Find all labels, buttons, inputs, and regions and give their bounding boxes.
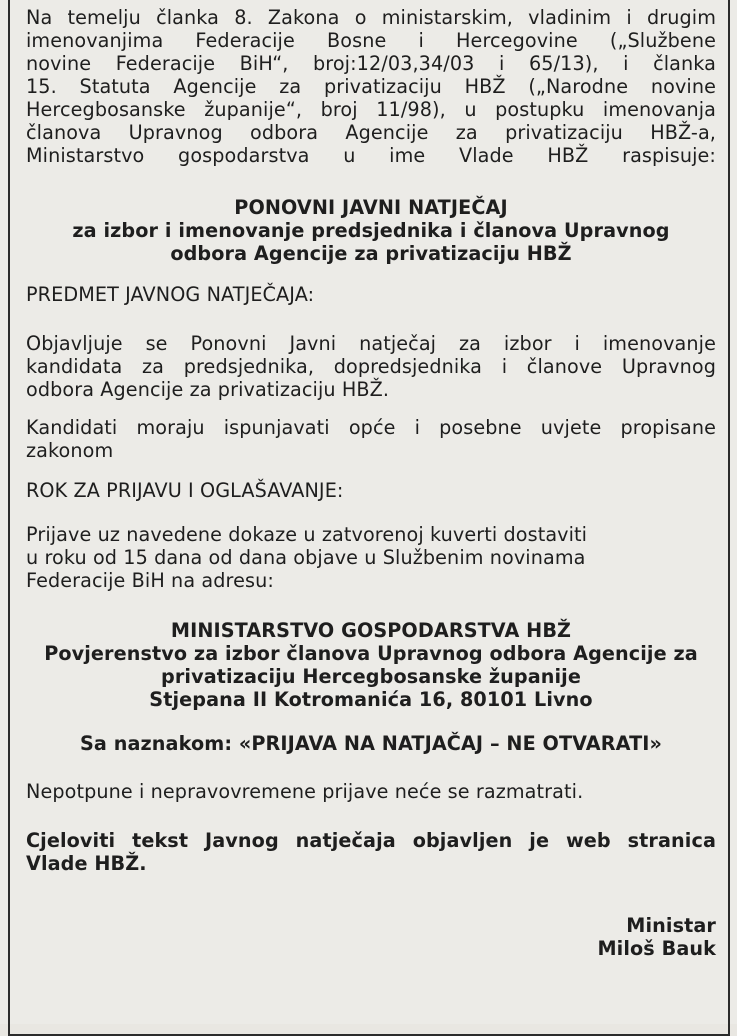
envelope-mark: Sa naznakom: «PRIJAVA NA NATJAČAJ – NE OTVARATI»	[79, 732, 663, 755]
intro-line: 15. Statuta Agencije za privatizaciju HBŽ („Narodne novine	[26, 75, 716, 98]
title-line: PONOVNI JAVNI NATJEČAJ	[234, 196, 508, 219]
incomplete-note: Nepotpune i nepravovremene prijave neće se razmatrati.	[26, 780, 584, 803]
deadline-line: u roku od 15 dana od dana objave u Službenim novinama	[26, 546, 586, 569]
address-line: MINISTARSTVO GOSPODARSTVA HBŽ	[170, 619, 572, 642]
intro-line: članova Upravnog odbora Agencije za privatizaciju HBŽ-a,	[26, 121, 716, 144]
intro-line: imenovanjima Federacije Bosne i Hercegovine („Službene	[26, 29, 716, 52]
signature-title: Ministar	[626, 914, 716, 937]
notice-title	[26, 196, 716, 265]
intro-line: Ministarstvo gospodarstva u ime Vlade HBŽ raspisuje:	[26, 144, 716, 167]
address-block	[26, 619, 716, 711]
deadline-paragraph	[26, 523, 716, 592]
intro-line: Na temelju članka 8. Zakona o ministarskim, vladinim i drugim	[26, 6, 716, 29]
subject-line: odbora Agencije za privatizaciju HBŽ.	[26, 378, 390, 401]
address-line: Stjepana II Kotromanića 16, 80101 Livno	[149, 688, 593, 711]
address-line: privatizaciju Hercegbosanske županije	[161, 665, 581, 688]
signature-name: Miloš Bauk	[597, 937, 716, 960]
subject-heading: PREDMET JAVNOG NATJEČAJA:	[26, 283, 315, 306]
deadline-line: Federacije BiH na adresu:	[26, 569, 274, 592]
conditions-paragraph	[26, 416, 716, 462]
intro-line: novine Federacije BiH“, broj:12/03,34/03 i 65/13), i članka	[26, 52, 716, 75]
subject-line: Objavljuje se Ponovni Javni natječaj za izbor i imenovanje	[26, 332, 716, 355]
signature-block	[26, 914, 716, 960]
notice-content	[26, 6, 716, 960]
title-line: za izbor i imenovanje predsjednika i članova Upravnog	[72, 219, 670, 242]
subject-paragraph	[26, 332, 716, 401]
conditions-line: Kandidati moraju ispunjavati opće i posebne uvjete propisane	[26, 416, 716, 439]
subject-line: kandidata za predsjednika, dopredsjednika i članove Upravnog	[26, 355, 716, 378]
intro-line: Hercegbosanske županije“, broj 11/98), u postupku imenovanja	[26, 98, 716, 121]
full-text-line: Cjeloviti tekst Javnog natječaja objavljen je web stranica	[26, 829, 716, 852]
deadline-line: Prijave uz navedene dokaze u zatvorenoj kuverti dostaviti	[26, 523, 588, 546]
address-line: Povjerenstvo za izbor članova Upravnog odbora Agencije za	[44, 642, 698, 665]
conditions-line: zakonom	[26, 439, 114, 462]
deadline-heading: ROK ZA PRIJAVU I OGLAŠAVANJE:	[26, 479, 344, 502]
full-text-note	[26, 829, 716, 875]
intro-paragraph	[26, 6, 716, 167]
full-text-line: Vlade HBŽ.	[26, 852, 147, 875]
title-line: odbora Agencije za privatizaciju HBŽ	[170, 242, 572, 265]
